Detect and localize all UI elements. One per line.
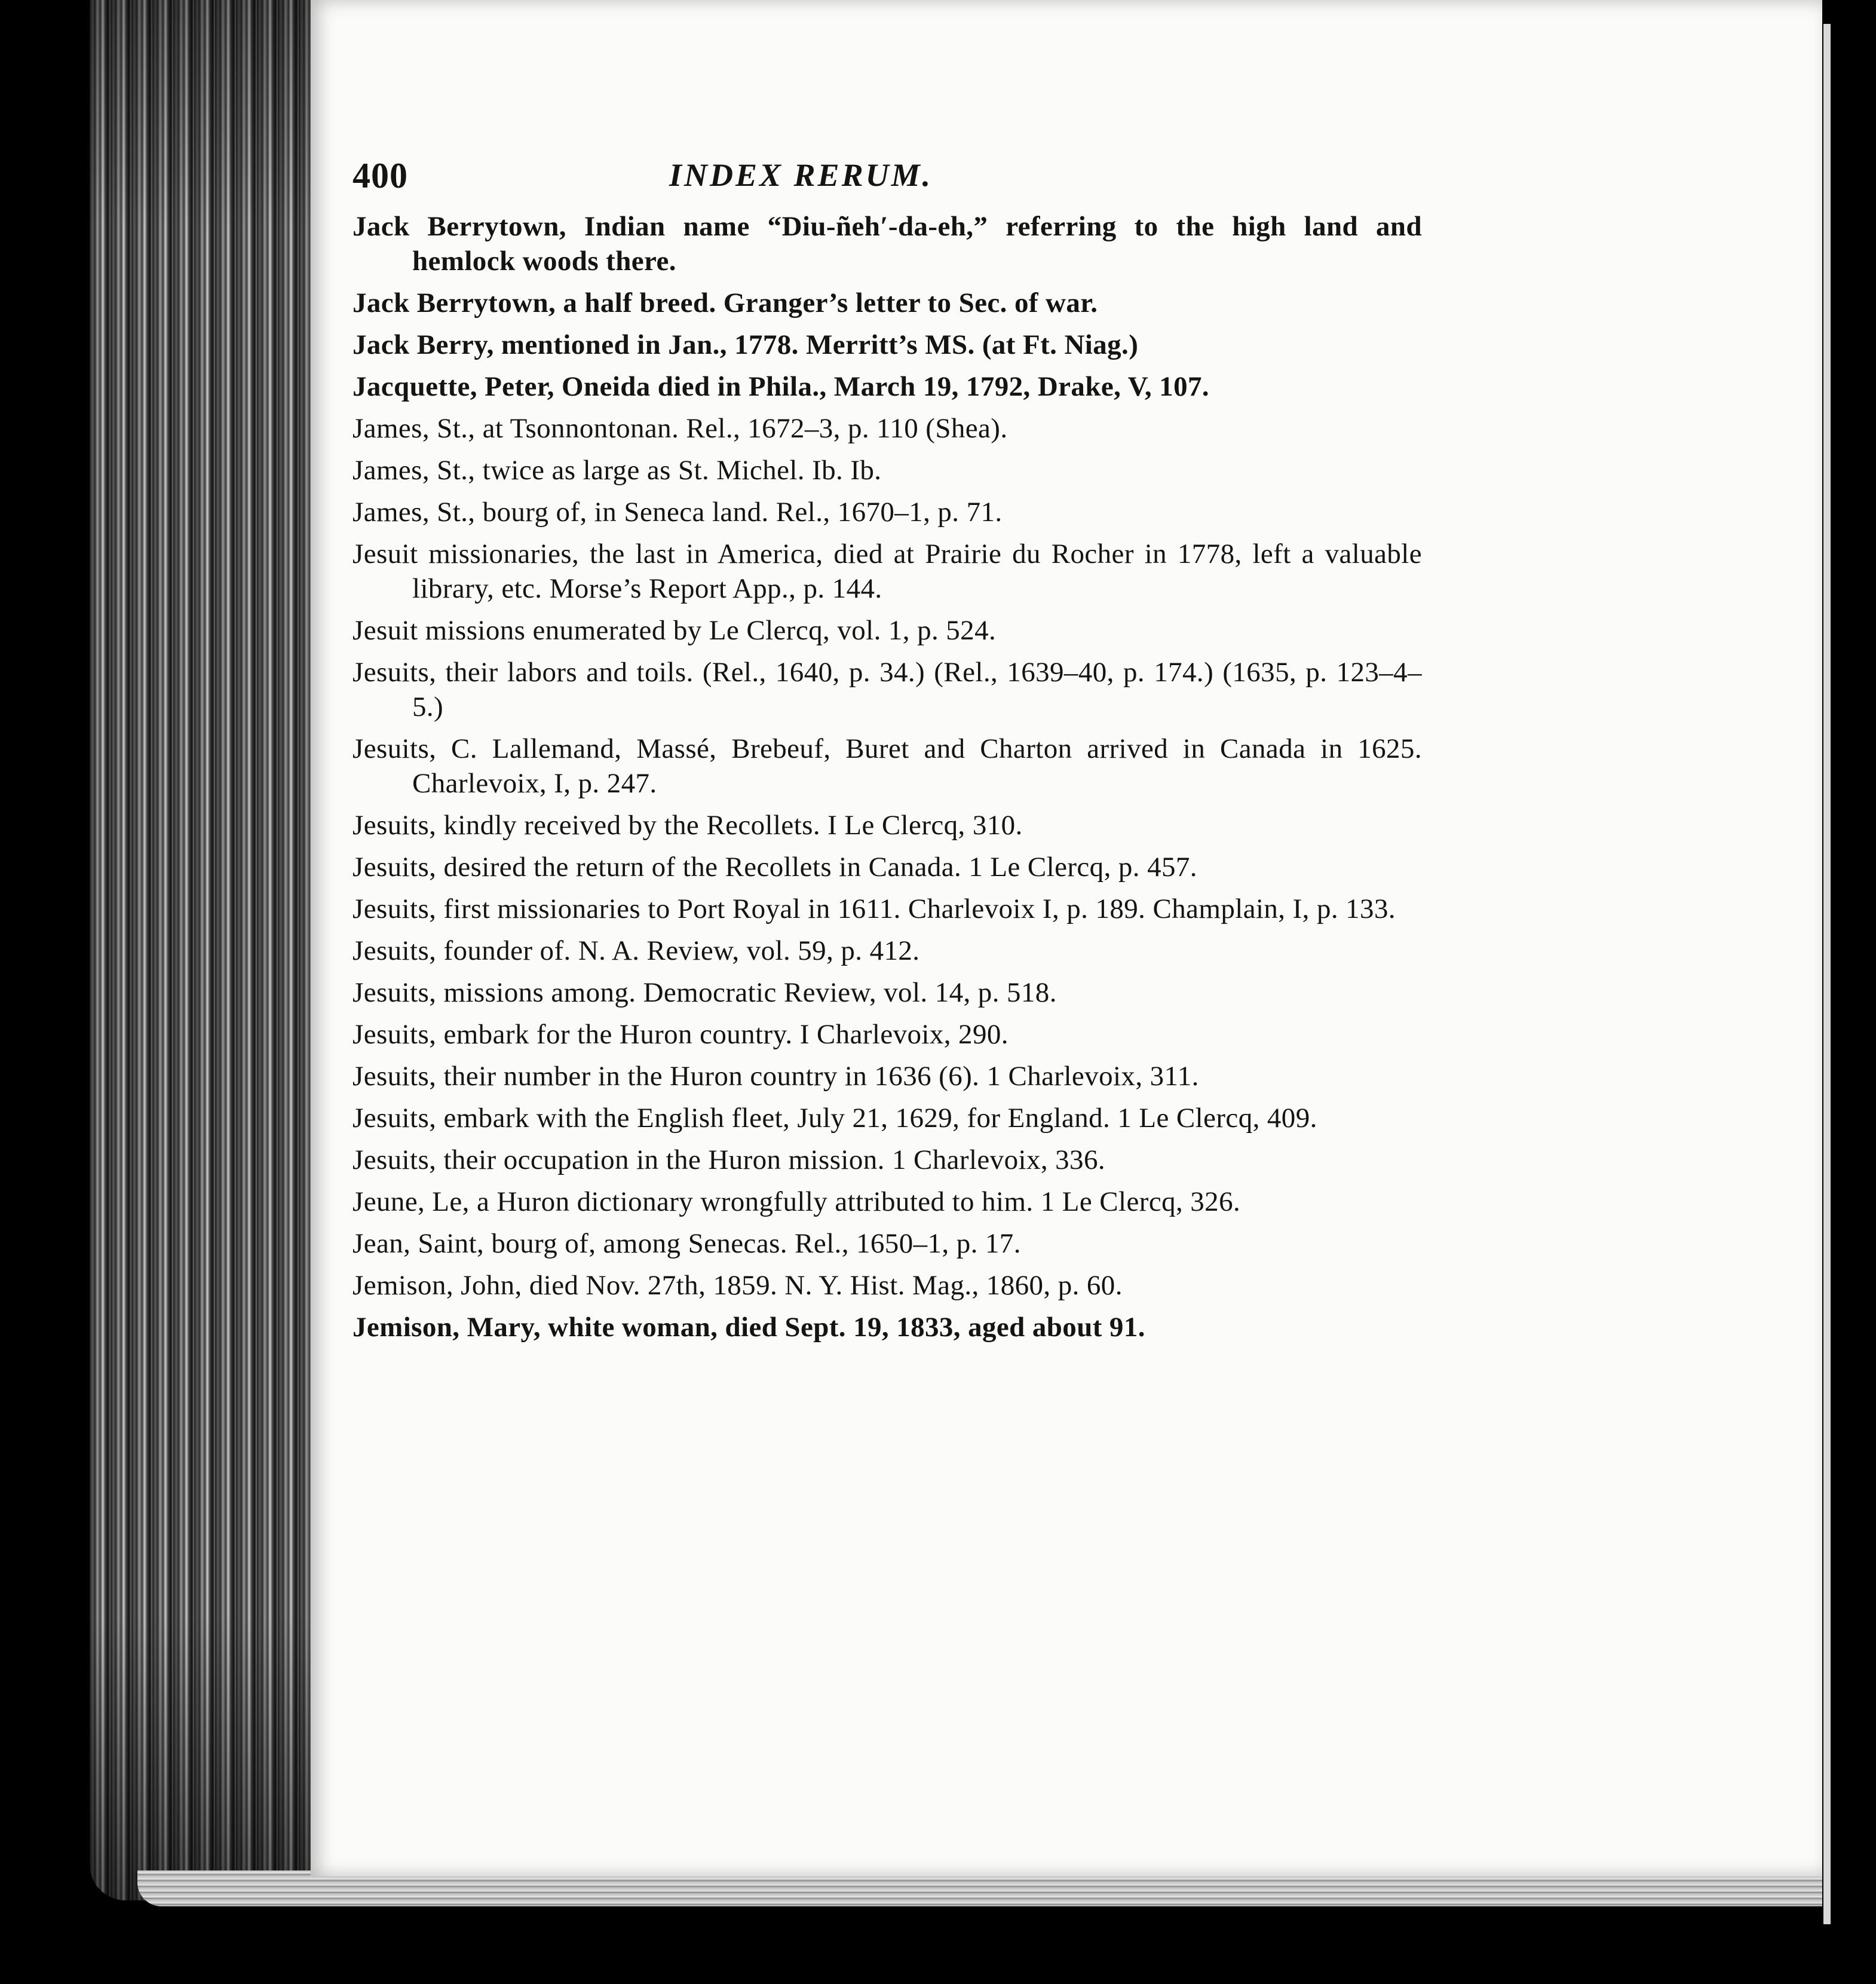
index-entry: Jesuits, founder of. N. A. Review, vol. 59, p. 412. <box>352 935 920 966</box>
book-page-edges <box>90 0 329 1900</box>
index-entry: Jack Berrytown, a half breed. Granger’s letter to Sec. of war. <box>352 287 1098 319</box>
index-entry: Jeune, Le, a Huron dictionary wrongfully attributed to him. 1 Le Clercq, 326. <box>352 1186 1241 1217</box>
facing-page-sliver <box>1823 24 1831 1924</box>
index-entry: Jesuits, their number in the Huron country in 1636 (6). 1 Charlevoix, 311. <box>352 1061 1199 1092</box>
index-entry: Jesuits, desired the return of the Recollets in Canada. 1 Le Clercq, p. 457. <box>352 852 1197 883</box>
index-entry: James, St., twice as large as St. Michel. Ib. Ib. <box>352 455 882 486</box>
index-entry: Jean, Saint, bourg of, among Senecas. Rel., 1650–1, p. 17. <box>352 1228 1021 1259</box>
index-entries <box>352 209 1422 1345</box>
index-entry: Jack Berrytown, Indian name “Diu-ñeh′-da-eh,” referring to the high land and hemlock woods there. <box>352 211 1422 277</box>
index-entry: Jesuit missionaries, the last in America, died at Prairie du Rocher in 1778, left a valuable library, etc. Morse’s Report App., p. 144. <box>352 538 1422 604</box>
running-head <box>352 143 1422 209</box>
page-text-block <box>352 143 1422 1352</box>
index-entry: James, St., bourg of, in Seneca land. Rel., 1670–1, p. 71. <box>352 497 1003 528</box>
index-entry: Jesuits, first missionaries to Port Royal in 1611. Charlevoix I, p. 189. Champlain, I, p. 133. <box>352 893 1396 924</box>
index-entry: Jesuits, kindly received by the Recollets. I Le Clercq, 310. <box>352 810 1023 841</box>
index-entry: Jemison, Mary, white woman, died Sept. 19, 1833, aged about 91. <box>352 1312 1145 1343</box>
index-entry: Jesuits, their occupation in the Huron mission. 1 Charlevoix, 336. <box>352 1144 1105 1175</box>
index-entry: Jesuits, their labors and toils. (Rel., 1640, p. 34.) (Rel., 1639–40, p. 174.) (1635, p. 123–4–5.) <box>352 657 1422 722</box>
page-title: INDEX RERUM. <box>669 157 933 193</box>
right-margin-strip <box>1823 0 1876 1984</box>
index-entry: James, St., at Tsonnontonan. Rel., 1672–3, p. 110 (Shea). <box>352 413 1008 444</box>
page-number: 400 <box>352 156 408 195</box>
index-entry: Jesuits, embark for the Huron country. I Charlevoix, 290. <box>352 1019 1008 1050</box>
index-entry: Jesuit missions enumerated by Le Clercq, vol. 1, p. 524. <box>352 615 997 646</box>
index-entry: Jemison, John, died Nov. 27th, 1859. N. Y. Hist. Mag., 1860, p. 60. <box>352 1270 1123 1301</box>
index-entry: Jacquette, Peter, Oneida died in Phila., March 19, 1792, Drake, V, 107. <box>352 371 1210 402</box>
index-entry: Jesuits, missions among. Democratic Review, vol. 14, p. 518. <box>352 977 1057 1008</box>
index-entry: Jesuits, embark with the English fleet, July 21, 1629, for England. 1 Le Clercq, 409. <box>352 1103 1317 1134</box>
index-entry: Jesuits, C. Lallemand, Massé, Brebeuf, Buret and Charton arrived in Canada in 1625. Charlevoix, I, p. 247. <box>352 733 1422 799</box>
index-entry: Jack Berry, mentioned in Jan., 1778. Merritt’s MS. (at Ft. Niag.) <box>352 329 1139 360</box>
